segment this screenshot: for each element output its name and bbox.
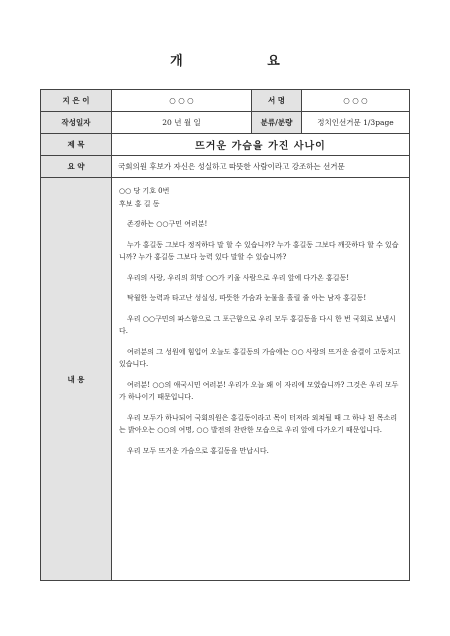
content-line: 여러분의 그 성원에 힘입어 오늘도 홍길동의 가슴에는 ○○ 사랑의 뜨거운 숨결이 고동치고 있습니다. — [119, 347, 401, 368]
content-line: 우리 ○○구민의 파스함으로 그 포근함으로 우리 모두 홍길동을 다시 한 번 국회로 보냅시다. — [119, 314, 396, 335]
date-label: 작성일자 — [41, 112, 112, 134]
signature-label: 서 명 — [252, 90, 302, 112]
content-body — [112, 178, 410, 581]
content-label: 내 용 — [41, 178, 112, 581]
content-row — [41, 178, 410, 581]
content-line: 여러분! ○○의 애국시민 여러분! 우리가 오늘 왜 이 자리에 모였습니까? 그것은 우리 모두가 하나이기 때문입니다. — [119, 380, 399, 401]
info-form-table — [40, 89, 410, 581]
page-title: 개 요 — [170, 54, 320, 69]
subject-label: 제 목 — [41, 134, 112, 156]
subject-row — [41, 134, 410, 156]
date-row — [41, 112, 410, 134]
category-value: 정치인선거문 1/3page — [302, 112, 410, 134]
summary-label: 요 약 — [41, 156, 112, 178]
content-line: 우리의 사랑, 우리의 희망 ○○가 키울 사람으로 우리 앞에 다가온 홍길동! — [127, 273, 350, 282]
author-label: 지 은 이 — [41, 90, 112, 112]
category-label: 분류/분량 — [252, 112, 302, 134]
author-value: ○ ○ ○ — [112, 90, 252, 112]
content-line: 탁월한 능력과 타고난 성실성, 따뜻한 가슴과 눈물을 흘릴 줄 아는 남자 홍길동! — [127, 294, 367, 302]
content-line: ○○ 당 기호 0번 — [119, 187, 170, 195]
signature-value: ○ ○ ○ — [302, 90, 410, 112]
content-line: 후보 홍 길 동 — [119, 199, 160, 208]
date-value: 20 년 월 일 — [112, 112, 252, 134]
content-line: 우리 모두 뜨거운 가슴으로 홍길동을 만납시다. — [127, 446, 269, 455]
author-row — [41, 90, 410, 112]
content-line: 우리 모두가 하나되어 국회의원은 홍길동이라고 목이 터져라 외쳐될 때 그 하나 된 목소리는 밝아오는 ○○의 여명, ○○ 발전의 찬란한 모습으로 우리 앞에 다가오기 때문입니다. — [119, 413, 398, 434]
summary-row — [41, 156, 410, 178]
summary-value: 국회의원 후보가 자신은 성실하고 따뜻한 사람이라고 강조하는 선거문 — [112, 156, 410, 178]
content-line: 존경하는 ○○구민 여러분! — [127, 220, 208, 228]
subject-value: 뜨거운 가슴을 가진 사나이 — [112, 134, 410, 156]
content-line: 누가 홍길동 그보다 정직하다 말 할 수 있습니까? 누가 홍길동 그보다 깨끗하다 할 수 있습니까? 누가 홍길동 그보다 능력 있다 말할 수 있습니까? — [119, 240, 399, 261]
